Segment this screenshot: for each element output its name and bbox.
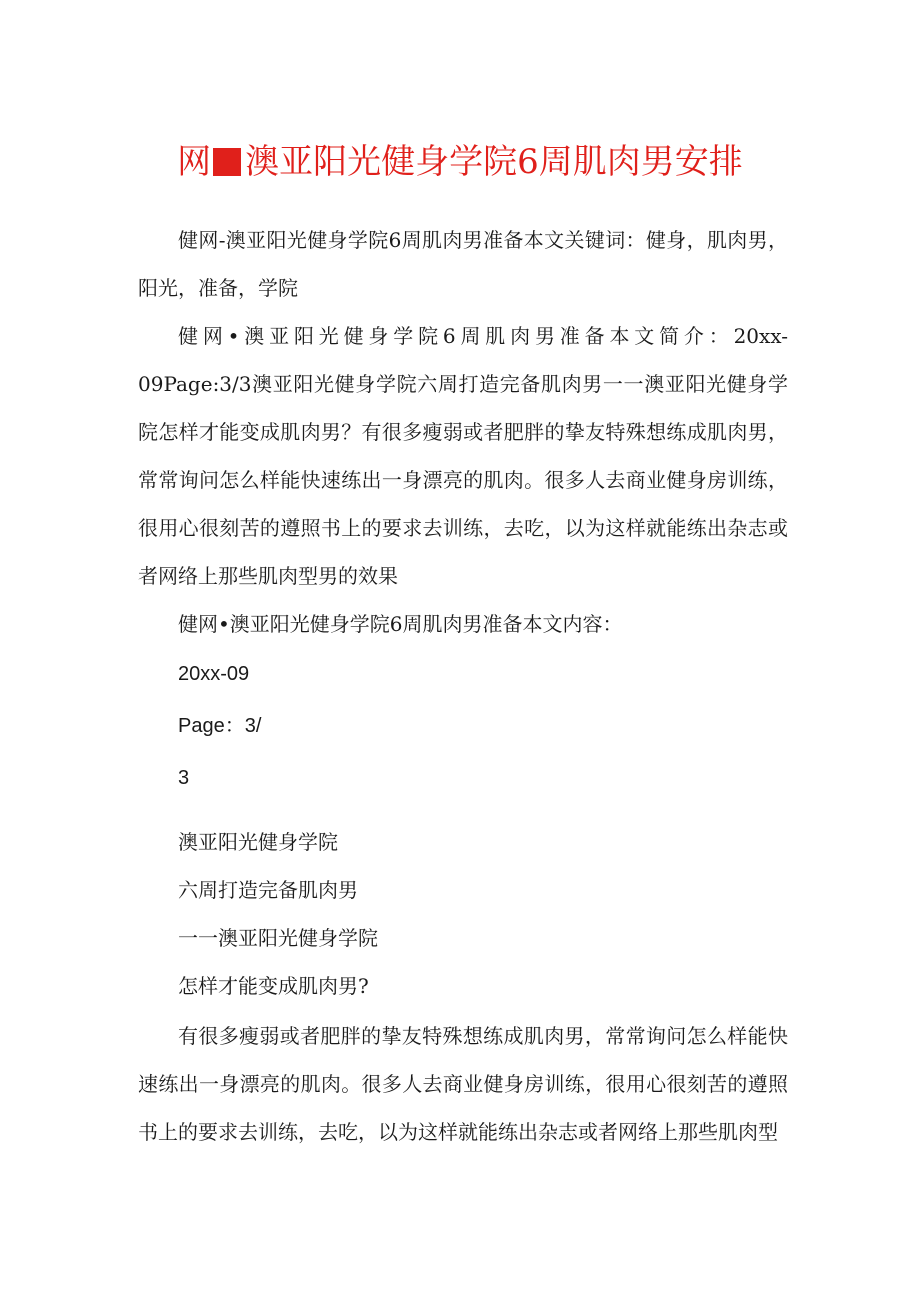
redacted-block-icon: [213, 148, 241, 176]
title-suffix: 澳亚阳光健身学院6周肌肉男安排: [245, 142, 743, 182]
summary-paragraph: 健网•澳亚阳光健身学院6周肌肉男准备本文简介：20xx-09Page:3/3澳亚阳光健身学院六周打造完备肌肉男一一澳亚阳光健身学院怎样才能变成肌肉男？有很多瘦弱或者肥胖的挚友特殊想练成肌肉男，常常询问怎么样能快速练出一身漂亮的肌肉。很多人去商业健身房训练，很用心很刻苦的遵照书上的要求去训练，去吃，以为这样就能练出杂志或者网络上那些肌肉型男的效果: [138, 324, 788, 588]
page-total-line: 3: [178, 767, 190, 789]
title-prefix: 网: [177, 142, 212, 182]
academy-dash-line: 一一澳亚阳光健身学院: [178, 926, 378, 950]
academy-name-line: 澳亚阳光健身学院: [178, 830, 338, 854]
content-heading: 健网•澳亚阳光健身学院6周肌肉男准备本文内容：: [178, 612, 623, 636]
keywords-paragraph: 健网-澳亚阳光健身学院6周肌肉男准备本文关键词：健身，肌肉男，阳光，准备，学院: [138, 228, 788, 300]
page-label-line: Page：3/: [178, 715, 262, 737]
date-line: 20xx-09: [178, 663, 250, 685]
question-line: 怎样才能变成肌肉男?: [178, 974, 369, 998]
six-week-line: 六周打造完备肌肉男: [178, 878, 358, 902]
document-title: [0, 138, 920, 186]
body-paragraph: 有很多瘦弱或者肥胖的挚友特殊想练成肌肉男，常常询问怎么样能快速练出一身漂亮的肌肉。很多人去商业健身房训练，很用心很刻苦的遵照书上的要求去训练，去吃，以为这样就能练出杂志或者网络上那些肌肉型: [138, 1024, 788, 1144]
